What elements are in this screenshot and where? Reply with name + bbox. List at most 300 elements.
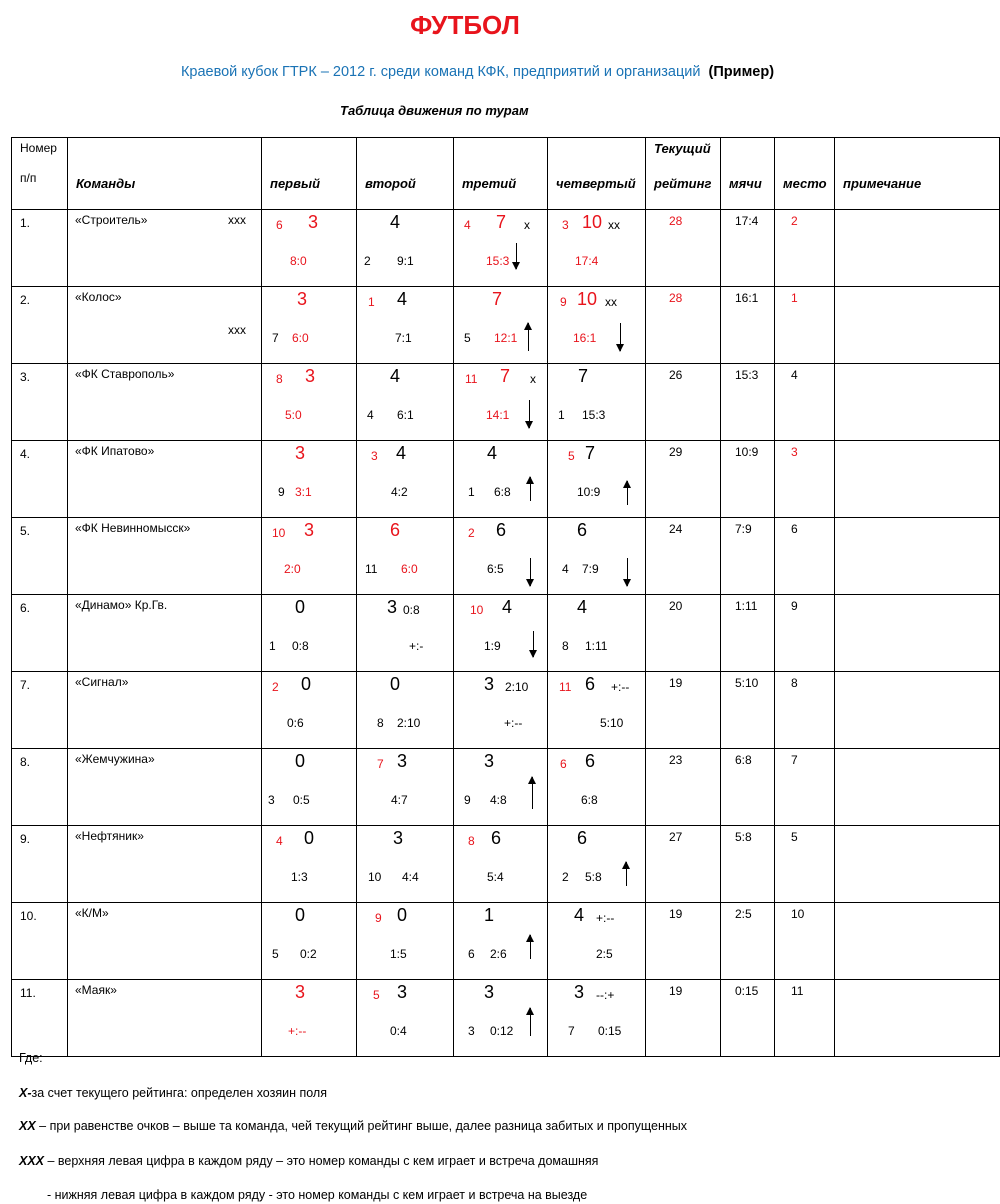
- team-name: «Динамо» Кр.Гв.: [75, 598, 168, 612]
- header-note: [835, 138, 1000, 210]
- place-cell: [775, 518, 835, 595]
- goals-value: 17:4: [735, 214, 759, 228]
- header-round-1-label: первый: [270, 176, 321, 191]
- round-1-cell: [262, 980, 357, 1057]
- goals-value: 16:1: [735, 291, 759, 305]
- match-score: 1:3: [291, 870, 308, 884]
- tiebreak-mark: х: [524, 218, 530, 232]
- rating-value: 27: [669, 830, 683, 844]
- xxx-mark: ххх: [228, 323, 246, 337]
- team-name: «Нефтяник»: [75, 829, 144, 843]
- note-cell: [835, 903, 1000, 980]
- goals-cell: [721, 826, 775, 903]
- header-round-1: [262, 138, 357, 210]
- row-number: 8.: [20, 755, 31, 769]
- legend-x-key: Х-: [19, 1086, 32, 1100]
- points: 7: [496, 212, 507, 232]
- match-score: 16:1: [573, 331, 597, 345]
- opponent-number: 2: [272, 680, 279, 694]
- row-number-cell: [12, 595, 68, 672]
- header-rating: [646, 138, 721, 210]
- points: 3: [484, 751, 495, 771]
- match-score: 0:5: [293, 793, 310, 807]
- match-score: 7:1: [395, 331, 412, 345]
- match-score: 15:3: [486, 254, 510, 268]
- team-cell: [68, 903, 262, 980]
- points: 6: [390, 520, 401, 540]
- points: 6: [585, 674, 596, 694]
- team-name: «ФК Невинномысск»: [75, 521, 191, 535]
- match-score: 1:9: [484, 639, 501, 653]
- header-round-3-label: третий: [462, 176, 517, 191]
- table-row: [12, 980, 1000, 1057]
- row-number: 4.: [20, 447, 31, 461]
- row-number-cell: [12, 364, 68, 441]
- rating-value: 29: [669, 445, 683, 459]
- table-row: [12, 672, 1000, 749]
- round-3-cell: [454, 826, 548, 903]
- row-number: 9.: [20, 832, 31, 846]
- match-score: 0:8: [292, 639, 309, 653]
- match-score: 0:15: [598, 1024, 622, 1038]
- table-row: [12, 441, 1000, 518]
- points: 0: [304, 828, 315, 848]
- points: 3: [484, 982, 495, 1002]
- place-cell: [775, 441, 835, 518]
- opponent-number: 11: [365, 562, 378, 576]
- rating-cell: [646, 518, 721, 595]
- opponent-number: 11: [559, 680, 572, 694]
- match-score: 6:1: [397, 408, 414, 422]
- arrow-up-icon: [530, 1008, 531, 1036]
- match-score: 14:1: [486, 408, 510, 422]
- points: 3: [387, 597, 398, 617]
- note-cell: [835, 826, 1000, 903]
- round-3-cell: [454, 441, 548, 518]
- table-row: [12, 826, 1000, 903]
- header-round-4: [548, 138, 646, 210]
- opponent-number: 6: [276, 218, 283, 232]
- header-num: [12, 138, 68, 210]
- opponent-number: 9: [375, 911, 382, 925]
- opponent-number: 3: [371, 449, 378, 463]
- place-value: 5: [791, 830, 798, 844]
- points: 4: [487, 443, 498, 463]
- opponent-number: 10: [272, 526, 286, 540]
- arrow-down-icon: [529, 400, 530, 428]
- place-value: 1: [791, 291, 798, 305]
- points: 4: [397, 289, 408, 309]
- opponent-number: 1: [468, 485, 475, 499]
- row-number-cell: [12, 441, 68, 518]
- row-number: 3.: [20, 370, 31, 384]
- points: 3: [304, 520, 315, 540]
- row-number-cell: [12, 749, 68, 826]
- page-title: ФУТБОЛ: [410, 10, 520, 40]
- team-name: «Маяк»: [75, 983, 117, 997]
- header-row: [12, 138, 1000, 210]
- round-3-cell: [454, 287, 548, 364]
- header-num-b: п/п: [20, 171, 37, 185]
- match-score: 6:5: [487, 562, 504, 576]
- opponent-number: 7: [568, 1024, 575, 1038]
- rating-value: 19: [669, 907, 683, 921]
- header-note-label: примечание: [843, 176, 922, 191]
- goals-cell: [721, 595, 775, 672]
- match-score: 8:0: [290, 254, 307, 268]
- arrow-up-icon: [627, 481, 628, 505]
- round-3-cell: [454, 364, 548, 441]
- match-score: 0:4: [390, 1024, 407, 1038]
- place-value: 8: [791, 676, 798, 690]
- points: 4: [574, 905, 585, 925]
- match-score: +:-: [409, 639, 424, 653]
- opponent-number: 2: [562, 870, 569, 884]
- opponent-number: 4: [276, 834, 283, 848]
- place-cell: [775, 980, 835, 1057]
- match-score: 9:1: [397, 254, 414, 268]
- rating-value: 23: [669, 753, 683, 767]
- points: 6: [577, 828, 588, 848]
- match-score: 3:1: [295, 485, 312, 499]
- round-3-cell: [454, 672, 548, 749]
- match-score: 5:0: [285, 408, 302, 422]
- match-score: 5:8: [585, 870, 602, 884]
- legend-where: Где:: [19, 1051, 43, 1065]
- table-caption: Таблица движения по турам: [340, 103, 529, 118]
- extra-score: +:--: [596, 911, 615, 925]
- opponent-number: 3: [562, 218, 569, 232]
- place-value: 11: [791, 984, 804, 998]
- round-4-cell: [548, 749, 646, 826]
- round-4-cell: [548, 210, 646, 287]
- arrow-down-icon: [516, 243, 517, 269]
- round-4-cell: [548, 980, 646, 1057]
- rating-value: 28: [669, 291, 683, 305]
- goals-cell: [721, 364, 775, 441]
- place-value: 9: [791, 599, 798, 613]
- rating-cell: [646, 903, 721, 980]
- row-number-cell: [12, 826, 68, 903]
- rating-value: 20: [669, 599, 683, 613]
- round-3-cell: [454, 210, 548, 287]
- goals-cell: [721, 287, 775, 364]
- legend-xxx: [19, 1154, 598, 1168]
- opponent-number: 1: [558, 408, 565, 422]
- opponent-number: 7: [377, 757, 384, 771]
- note-cell: [835, 518, 1000, 595]
- arrow-up-icon: [532, 777, 533, 809]
- opponent-number: 4: [464, 218, 471, 232]
- round-2-cell: [357, 980, 454, 1057]
- match-score: +:--: [288, 1024, 307, 1038]
- place-value: 7: [791, 753, 798, 767]
- row-number-cell: [12, 518, 68, 595]
- round-2-cell: [357, 826, 454, 903]
- team-cell: [68, 595, 262, 672]
- row-number-cell: [12, 672, 68, 749]
- round-1-cell: [262, 364, 357, 441]
- legend-xxx-key: ХХХ: [19, 1154, 45, 1168]
- match-score: 6:8: [581, 793, 598, 807]
- legend-x-text: за счет текущего рейтинга: определен хозяин поля: [31, 1086, 327, 1100]
- goals-cell: [721, 441, 775, 518]
- goals-cell: [721, 518, 775, 595]
- note-cell: [835, 210, 1000, 287]
- round-2-cell: [357, 903, 454, 980]
- header-round-2: [357, 138, 454, 210]
- match-score: 0:12: [490, 1024, 514, 1038]
- team-cell: [68, 672, 262, 749]
- match-score: 6:8: [494, 485, 511, 499]
- extra-score: --:+: [596, 988, 615, 1002]
- round-3-cell: [454, 595, 548, 672]
- round-2-cell: [357, 518, 454, 595]
- round-4-cell: [548, 595, 646, 672]
- round-4-cell: [548, 287, 646, 364]
- points: 3: [574, 982, 585, 1002]
- table-row: [12, 749, 1000, 826]
- note-cell: [835, 672, 1000, 749]
- note-cell: [835, 749, 1000, 826]
- team-cell: [68, 364, 262, 441]
- goals-value: 5:8: [735, 830, 752, 844]
- arrow-down-icon: [530, 558, 531, 586]
- team-name: «К/М»: [75, 906, 109, 920]
- arrow-up-icon: [626, 862, 627, 886]
- legend-xx-key: ХХ: [19, 1119, 36, 1133]
- round-1-cell: [262, 287, 357, 364]
- row-number: 5.: [20, 524, 31, 538]
- row-number-cell: [12, 903, 68, 980]
- round-4-cell: [548, 518, 646, 595]
- points: 10: [582, 212, 603, 232]
- opponent-number: 4: [367, 408, 374, 422]
- header-rating-a: Текущий: [654, 141, 711, 156]
- rating-value: 19: [669, 676, 683, 690]
- rating-cell: [646, 749, 721, 826]
- place-cell: [775, 287, 835, 364]
- rating-cell: [646, 210, 721, 287]
- rating-cell: [646, 980, 721, 1057]
- team-name: «ФК Ипатово»: [75, 444, 155, 458]
- opponent-number: 6: [468, 947, 475, 961]
- rating-cell: [646, 287, 721, 364]
- row-number: 10.: [20, 909, 37, 923]
- table-row: [12, 364, 1000, 441]
- team-name: «Жемчужина»: [75, 752, 155, 766]
- table-row: [12, 595, 1000, 672]
- match-score: 6:0: [401, 562, 418, 576]
- subtitle-text: Краевой кубок ГТРК – 2012 г. среди команд КФК, предприятий и организаций: [180, 64, 701, 80]
- legend-x: [19, 1086, 327, 1100]
- match-score: 6:0: [292, 331, 309, 345]
- opponent-number: 7: [272, 331, 279, 345]
- table-row: [12, 518, 1000, 595]
- points: 0: [397, 905, 408, 925]
- rating-cell: [646, 441, 721, 518]
- place-value: 2: [791, 214, 798, 228]
- opponent-number: 2: [364, 254, 371, 268]
- goals-value: 1:11: [735, 599, 758, 613]
- points: 7: [578, 366, 589, 386]
- opponent-number: 8: [276, 372, 283, 386]
- xxx-mark: ххх: [228, 213, 246, 227]
- place-cell: [775, 210, 835, 287]
- row-number: 7.: [20, 678, 31, 692]
- opponent-number: 5: [373, 988, 380, 1002]
- goals-cell: [721, 749, 775, 826]
- arrow-up-icon: [528, 323, 529, 351]
- match-score: 2:10: [397, 716, 421, 730]
- goals-value: 10:9: [735, 445, 759, 459]
- points: 0: [295, 905, 306, 925]
- points: 3: [297, 289, 308, 309]
- extra-score: 2:10: [505, 680, 529, 694]
- points: 4: [396, 443, 407, 463]
- points: 10: [577, 289, 598, 309]
- match-score: 2:0: [284, 562, 301, 576]
- round-1-cell: [262, 672, 357, 749]
- header-round-4-label: четвертый: [556, 176, 636, 191]
- opponent-number: 2: [468, 526, 475, 540]
- team-name: «Колос»: [75, 290, 122, 304]
- place-cell: [775, 749, 835, 826]
- header-goals-label: мячи: [729, 176, 762, 191]
- points: 7: [492, 289, 503, 309]
- team-name: «Строитель»: [75, 213, 148, 227]
- header-team: [68, 138, 262, 210]
- points: 6: [585, 751, 596, 771]
- match-score: 1:11: [585, 639, 608, 653]
- opponent-number: 10: [368, 870, 382, 884]
- subtitle: [0, 64, 955, 80]
- header-round-2-label: второй: [365, 176, 416, 191]
- header-place: [775, 138, 835, 210]
- points: 4: [390, 212, 401, 232]
- row-number: 1.: [20, 216, 31, 230]
- round-3-cell: [454, 980, 548, 1057]
- arrow-up-icon: [530, 477, 531, 501]
- match-score: 0:6: [287, 716, 304, 730]
- points: 4: [390, 366, 401, 386]
- row-number: 6.: [20, 601, 31, 615]
- points: 6: [577, 520, 588, 540]
- match-score: 7:9: [582, 562, 599, 576]
- round-2-cell: [357, 364, 454, 441]
- rating-cell: [646, 826, 721, 903]
- team-cell: [68, 287, 262, 364]
- team-cell: [68, 749, 262, 826]
- arrow-down-icon: [627, 558, 628, 586]
- match-score: 5:4: [487, 870, 504, 884]
- place-cell: [775, 826, 835, 903]
- opponent-number: 6: [560, 757, 567, 771]
- arrow-down-icon: [533, 631, 534, 657]
- row-number-cell: [12, 287, 68, 364]
- goals-value: 5:10: [735, 676, 759, 690]
- opponent-number: 1: [269, 639, 276, 653]
- opponent-number: 1: [368, 295, 375, 309]
- match-score: 4:8: [490, 793, 507, 807]
- opponent-number: 5: [464, 331, 471, 345]
- round-2-cell: [357, 672, 454, 749]
- header-num-a: Номер: [20, 141, 57, 155]
- points: 3: [308, 212, 319, 232]
- place-cell: [775, 672, 835, 749]
- match-score: 5:10: [600, 716, 624, 730]
- opponent-number: 8: [377, 716, 384, 730]
- legend-xx-text: – при равенстве очков – выше та команда, чей текущий рейтинг выше, далее разница забитых и пропущенных: [35, 1119, 688, 1133]
- place-value: 10: [791, 907, 805, 921]
- match-score: 2:6: [490, 947, 507, 961]
- place-cell: [775, 903, 835, 980]
- points: 3: [305, 366, 316, 386]
- table-row: [12, 210, 1000, 287]
- match-score: 17:4: [575, 254, 599, 268]
- points: 1: [484, 905, 495, 925]
- team-cell: [68, 441, 262, 518]
- round-1-cell: [262, 749, 357, 826]
- opponent-number: 9: [464, 793, 471, 807]
- tiebreak-mark: хх: [605, 295, 617, 309]
- points: 7: [585, 443, 596, 463]
- points: 3: [393, 828, 404, 848]
- points: 0: [390, 674, 401, 694]
- place-cell: [775, 364, 835, 441]
- goals-cell: [721, 210, 775, 287]
- opponent-number: 5: [272, 947, 279, 961]
- legend-xx: [19, 1119, 687, 1133]
- match-score: 4:7: [391, 793, 408, 807]
- round-3-cell: [454, 518, 548, 595]
- table-row: [12, 903, 1000, 980]
- round-1-cell: [262, 441, 357, 518]
- points: 4: [502, 597, 513, 617]
- match-score: 4:2: [391, 485, 408, 499]
- place-value: 6: [791, 522, 798, 536]
- rating-value: 26: [669, 368, 683, 382]
- opponent-number: 8: [562, 639, 569, 653]
- points: 4: [577, 597, 588, 617]
- match-score: +:--: [504, 716, 523, 730]
- header-round-3: [454, 138, 548, 210]
- place-value: 3: [791, 445, 798, 459]
- round-1-cell: [262, 210, 357, 287]
- points: 3: [295, 443, 306, 463]
- extra-score: 0:8: [403, 603, 420, 617]
- note-cell: [835, 980, 1000, 1057]
- header-goals: [721, 138, 775, 210]
- match-score: 4:4: [402, 870, 419, 884]
- note-cell: [835, 364, 1000, 441]
- opponent-number: 9: [278, 485, 285, 499]
- goals-cell: [721, 980, 775, 1057]
- round-2-cell: [357, 441, 454, 518]
- opponent-number: 4: [562, 562, 569, 576]
- rating-cell: [646, 364, 721, 441]
- place-cell: [775, 595, 835, 672]
- header-place-label: место: [783, 176, 827, 191]
- round-2-cell: [357, 749, 454, 826]
- row-number-cell: [12, 980, 68, 1057]
- goals-value: 6:8: [735, 753, 752, 767]
- table-row: [12, 287, 1000, 364]
- match-score: 15:3: [582, 408, 606, 422]
- tiebreak-mark: хх: [608, 218, 620, 232]
- team-cell: [68, 826, 262, 903]
- goals-value: 0:15: [735, 984, 759, 998]
